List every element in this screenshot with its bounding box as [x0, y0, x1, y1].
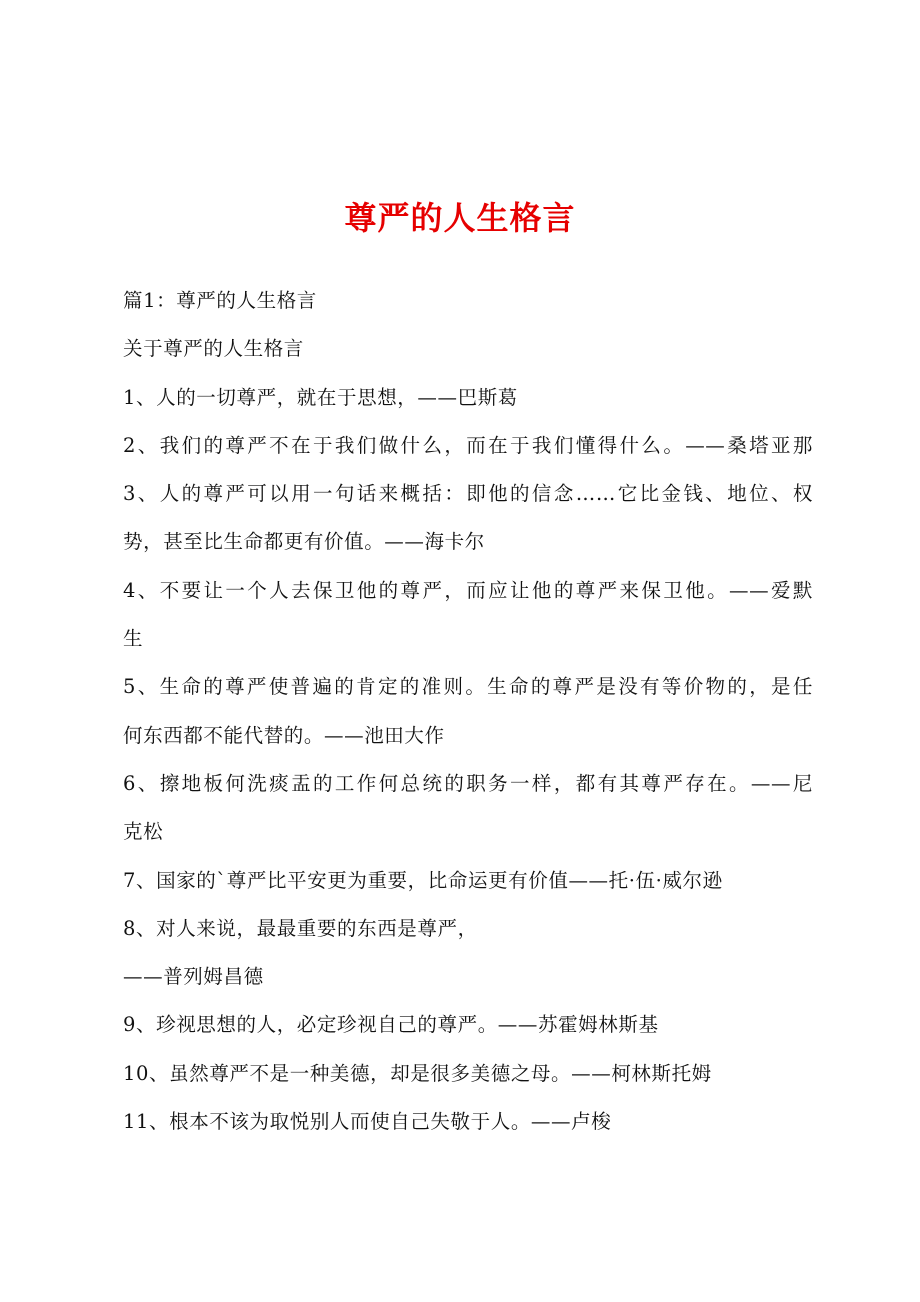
quote-5-line-2: 何东西都不能代替的。——池田大作: [123, 723, 445, 747]
section-heading: 篇1：尊严的人生格言: [123, 289, 317, 312]
quote-3-line-1: 3、人的尊严可以用一句话来概括：即他的信念……它比金钱、地位、权: [123, 482, 813, 506]
quote-4-line-2: 生: [123, 627, 144, 651]
quote-8-line-2: ——普列姆昌德: [123, 965, 264, 989]
quote-11: 11、根本不该为取悦别人而使自己失敬于人。——卢梭: [123, 1110, 612, 1134]
quote-1: 1、人的一切尊严，就在于思想，——巴斯葛: [123, 385, 518, 409]
subheading: 关于尊严的人生格言: [123, 337, 304, 361]
quote-9: 9、珍视思想的人，必定珍视自己的尊严。——苏霍姆林斯基: [123, 1013, 659, 1037]
quote-3-line-2: 势，甚至比生命都更有价值。——海卡尔: [123, 530, 485, 554]
quote-8-line-1: 8、对人来说，最最重要的东西是尊严，: [123, 916, 478, 940]
quote-6-line-2: 克松: [123, 820, 164, 844]
quote-2: 2、我们的尊严不在于我们做什么，而在于我们懂得什么。——桑塔亚那: [123, 433, 813, 457]
quote-7: 7、国家的`尊严比平安更为重要，比命运更有价值——托·伍·威尔逊: [123, 868, 723, 892]
document-body: [123, 277, 813, 1146]
document-title: 尊严的人生格言: [344, 199, 576, 237]
quote-5-line-1: 5、生命的尊严使普遍的肯定的准则。生命的尊严是没有等价物的，是任: [123, 675, 813, 699]
quote-10: 10、虽然尊严不是一种美德，却是很多美德之母。——柯林斯托姆: [123, 1061, 712, 1085]
quote-4-line-1: 4、不要让一个人去保卫他的尊严，而应让他的尊严来保卫他。——爱默: [123, 578, 813, 602]
quote-6-line-1: 6、擦地板何洗痰盂的工作何总统的职务一样，都有其尊严存在。——尼: [123, 771, 813, 795]
